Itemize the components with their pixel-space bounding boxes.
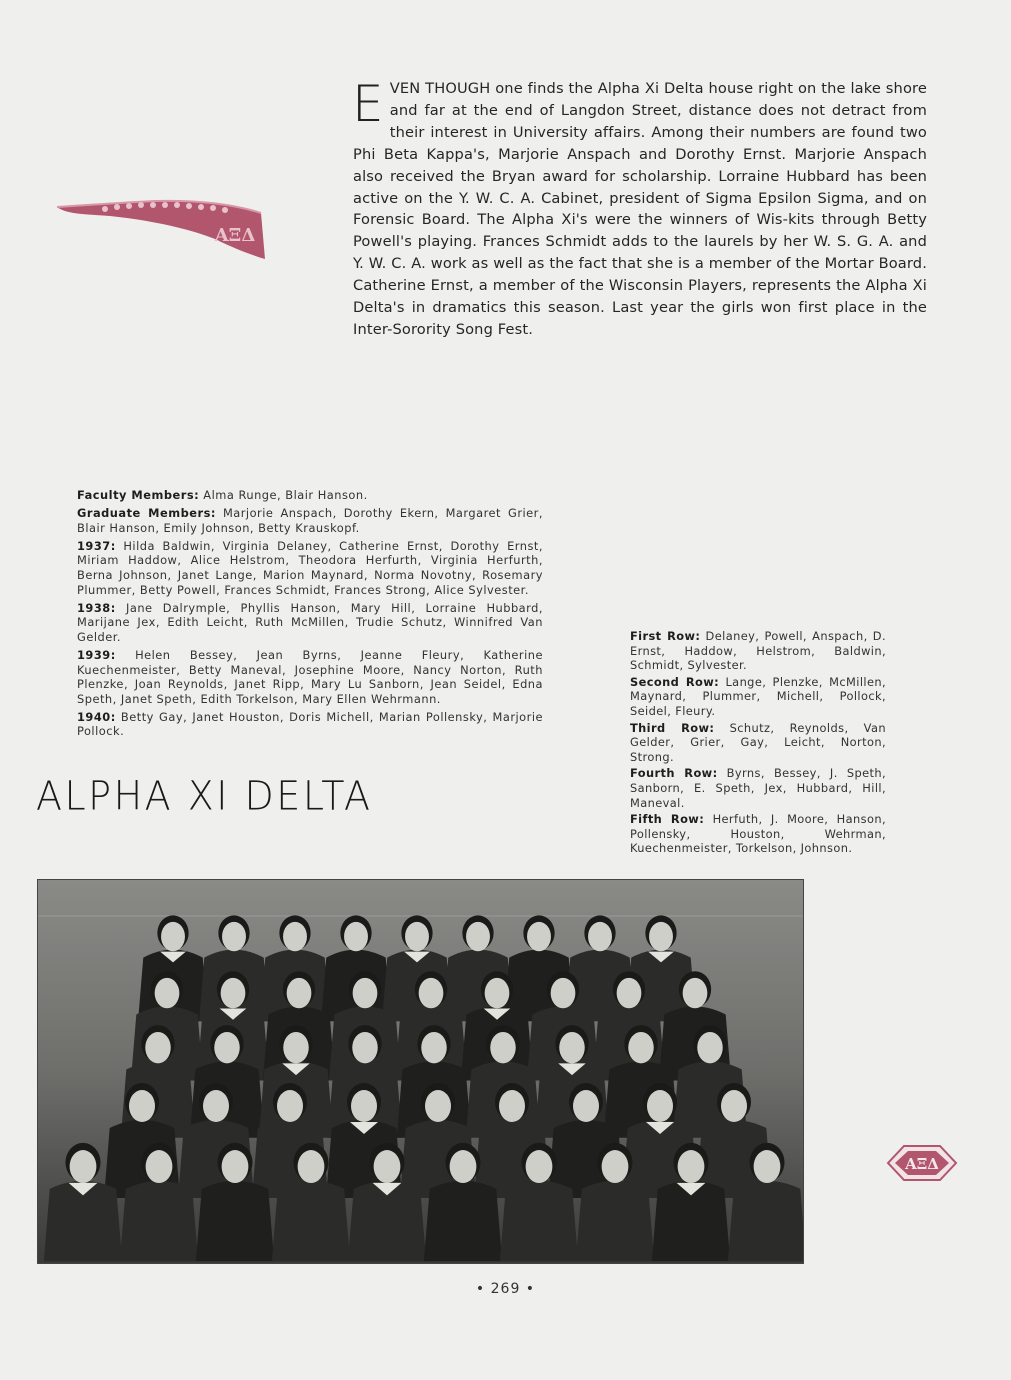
member-group-label: 1937: — [77, 538, 116, 553]
badge-letters: ΑΞΔ — [905, 1155, 939, 1173]
member-group-names: Marjorie Anspach, Dorothy Ekern, Margaret Grier, Blair Hanson, Emily Johnson, Betty Krauskopf. — [77, 506, 543, 535]
intro-text: one finds the Alpha Xi Delta house right on the lake shore and far at the end of Langdon Street, distance does not detract from their interest in University affairs. Among their numbers are found two Phi Beta Kappa's, Marjorie Anspach and Dorothy Ernst. Marjorie Anspach also received the Bryan award for scholarship. Lorraine Hubbard has been active on the Y. W. C. A. Cabinet, president of Sigma Epsilon Sigma, and on Forensic Board. The Alpha Xi's were the winners of Wis-kits through Betty Powell's playing. Frances Schmidt adds to the laurels by her W. S. G. A. and Y. W. C. A. work as well as the fact that she is a member of the Mortar Board. Catherine Ernst, a member of the Wisconsin Players, represents the Alpha Xi Delta's in dramatics this season. Last year the girls won first place in the Inter-Sorority Song Fest. — [353, 80, 927, 338]
member-group-names: Alma Runge, Blair Hanson. — [203, 488, 368, 502]
member-list — [77, 488, 543, 743]
caption-row-names: Lange, Plenzke, McMillen, Maynard, Plummer, Michell, Pollock, Seidel, Fleury. — [630, 674, 886, 718]
member-group-names: Helen Bessey, Jean Byrns, Jeanne Fleury, Katherine Kuechenmeister, Betty Maneval, Josephine Moore, Nancy Norton, Ruth Plenzke, Joan Reynolds, Janet Ripp, Mary Lu Sanborn, Jean Seidel, Edna Speth, Janet Speth, Edith Torkelson, Mary Ellen Wehrmann. — [77, 647, 543, 706]
chapter-heading: ALPHA XI DELTA — [36, 772, 373, 820]
member-group — [77, 710, 543, 739]
member-group-names: Jane Dalrymple, Phyllis Hanson, Mary Hill, Lorraine Hubbard, Marijane Jex, Edith Leicht, Ruth McMillen, Trudie Schutz, Winnifred Van Gelder. — [77, 600, 543, 644]
caption-row — [630, 629, 886, 673]
pennant-letters: ΑΞΔ — [214, 225, 256, 246]
member-group-label: 1938: — [77, 600, 116, 615]
crest-badge — [884, 1142, 960, 1184]
member-group-names: Betty Gay, Janet Houston, Doris Michell, Marian Pollensky, Marjorie Pollock. — [77, 709, 544, 739]
pennant-emblem — [55, 193, 267, 263]
intro-lead: VEN THOUGH — [389, 80, 491, 97]
member-group — [77, 539, 543, 597]
caption-row — [630, 812, 886, 856]
group-photo — [37, 879, 804, 1264]
caption-row-names: Herfuth, J. Moore, Hanson, Pollensky, Houston, Wehrman, Kuechenmeister, Torkelson, Johnson. — [630, 812, 886, 856]
caption-row-label: Third Row: — [630, 720, 715, 735]
caption-row-names: Delaney, Powell, Anspach, D. Ernst, Haddow, Helstrom, Baldwin, Schmidt, Sylvester. — [630, 629, 886, 673]
member-group — [77, 506, 543, 535]
caption-row-names: Schutz, Reynolds, Van Gelder, Grier, Gay, Leicht, Norton, Strong. — [630, 720, 886, 764]
member-group-label: 1940: — [77, 709, 116, 724]
member-group — [77, 648, 543, 706]
member-group — [77, 601, 543, 645]
member-group — [77, 488, 543, 503]
caption-row-label: Second Row: — [630, 674, 720, 689]
member-group-names: Hilda Baldwin, Virginia Delaney, Catherine Ernst, Dorothy Ernst, Miriam Haddow, Alice Helstrom, Theodora Herfurth, Virginia Herfurth, Berna Johnson, Janet Lange, Marion Maynard, Norma Novotny, Rosemary Plummer, Betty Powell, Frances Schmidt, Frances Strong, Alice Sylvester. — [77, 538, 543, 597]
caption-row — [630, 766, 886, 810]
member-group-label: Faculty Members: — [77, 488, 200, 502]
caption-row — [630, 675, 886, 719]
caption-row-label: First Row: — [630, 629, 701, 643]
page-number: • 269 • — [475, 1281, 536, 1297]
member-group-label: Graduate Members: — [77, 506, 216, 521]
intro-paragraph — [352, 75, 927, 341]
member-group-label: 1939: — [77, 647, 116, 662]
caption-row-label: Fifth Row: — [630, 812, 705, 827]
group-photo-figures — [38, 880, 803, 1263]
caption-row-label: Fourth Row: — [630, 766, 718, 781]
photo-caption — [630, 629, 886, 858]
caption-row-names: Byrns, Bessey, J. Speth, Sanborn, E. Speth, Jex, Hubbard, Hill, Maneval. — [630, 766, 886, 810]
caption-row — [630, 721, 886, 765]
drop-cap: E — [352, 75, 384, 133]
